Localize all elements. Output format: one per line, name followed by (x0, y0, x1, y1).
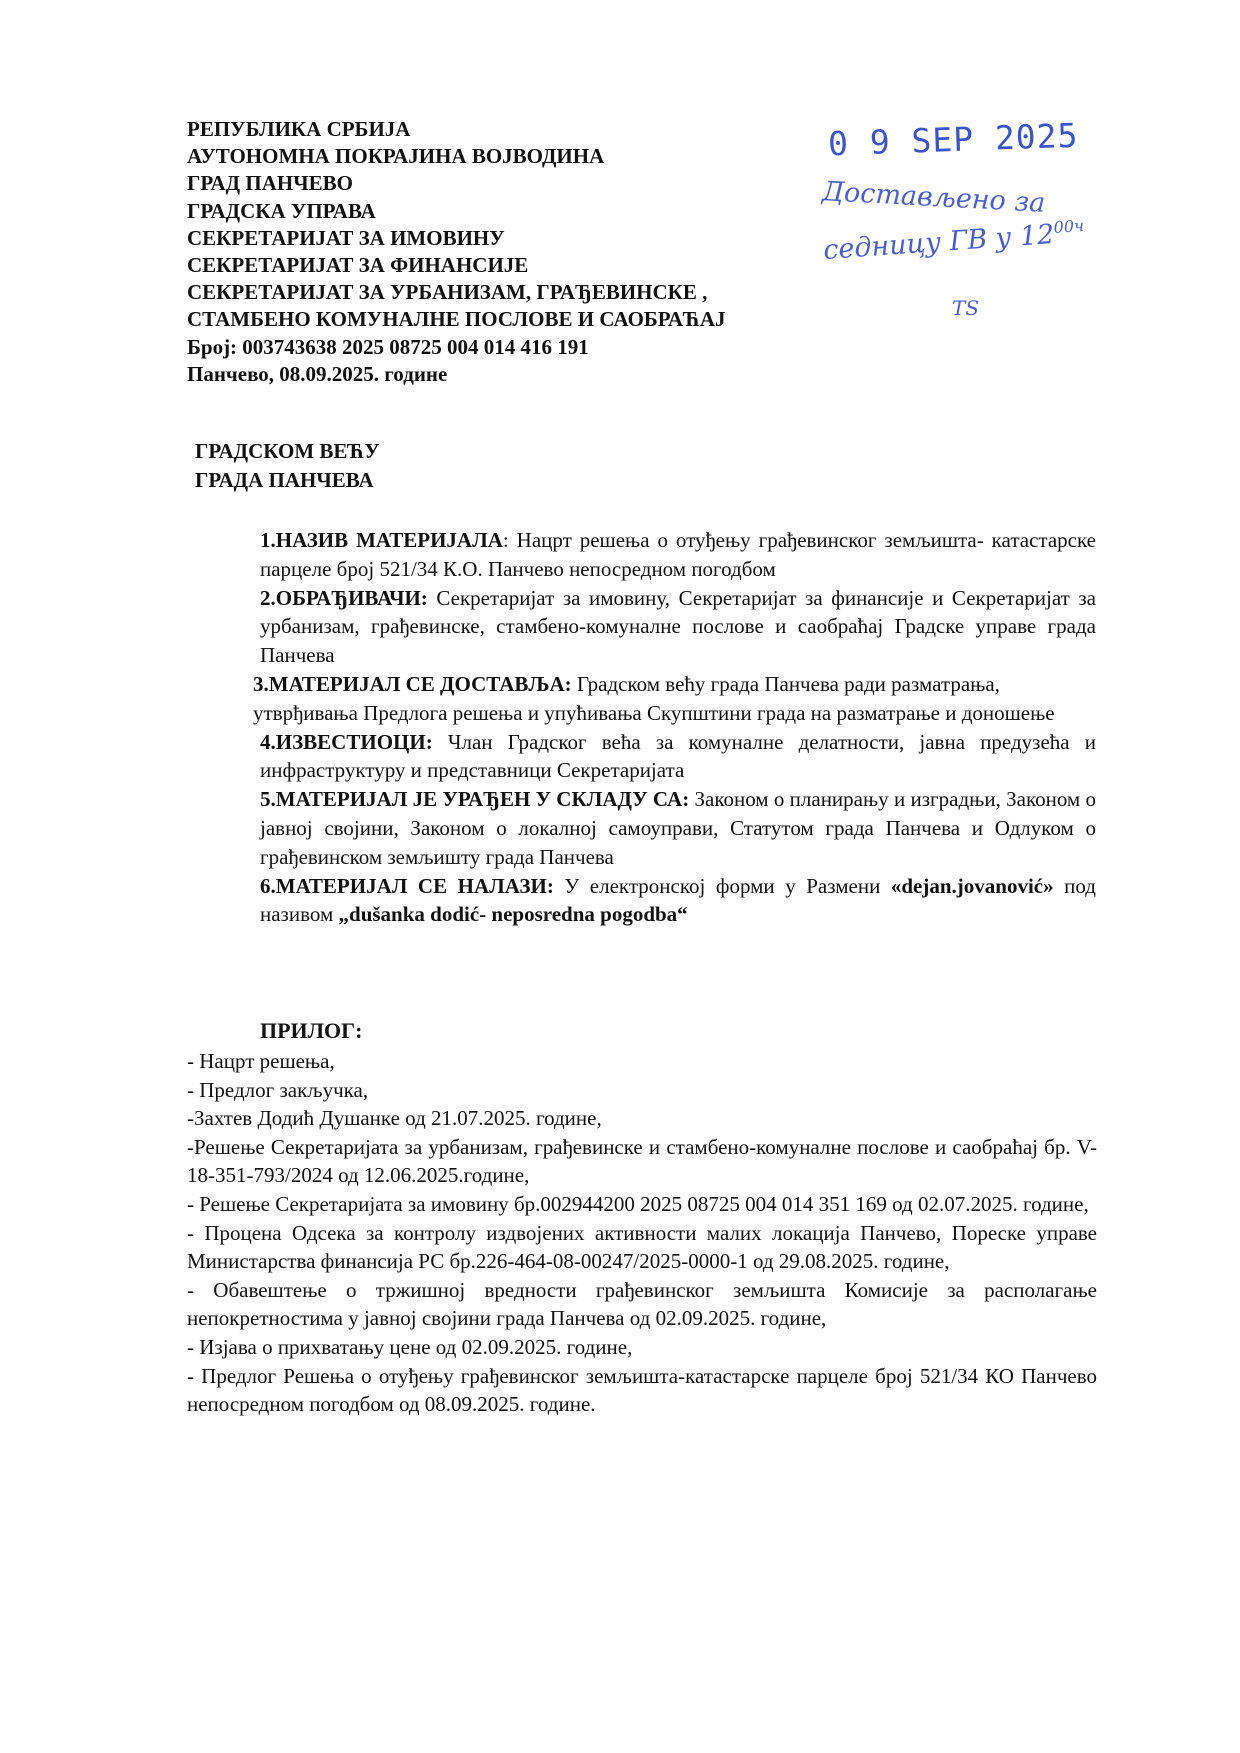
item-label: 1.НАЗИВ МАТЕРИЈАЛА (260, 528, 503, 552)
attachment-item: - Нацрт решења, (187, 1049, 335, 1073)
header-line-province: АУТОНОМНА ПОКРАЈИНА ВОЈВОДИНА (187, 144, 605, 169)
item-text: : Нацрт решења о отуђењу грађевинског земљишта- катастарске парцеле број 521/34 К.О. Панчево непосредном погодбом (260, 528, 1096, 581)
handwritten-note-line1: Достављено за (821, 176, 1047, 219)
item-text: Градском већу града Панчева ради разматрања, утврђивања Предлога решења и упућивања Скупштини града на разматрање и доношење (253, 671, 1055, 725)
item-processors (260, 584, 1096, 670)
attachments-list (187, 1047, 1097, 1419)
header-line-secretariat-finance: СЕКРЕТАРИЈАТ ЗА ФИНАНСИЈЕ (187, 253, 529, 278)
header-line-administration: ГРАДСКА УПРАВА (187, 198, 376, 223)
item-location (260, 872, 1096, 930)
handwritten-initials: ТS (952, 296, 980, 320)
attachment-item: - Решење Секретаријата за имовину бр.002944200 2025 08725 004 014 351 169 од 02.07.2025. године, (187, 1191, 1089, 1216)
attachment-item: - Предлог закључка, (187, 1077, 369, 1102)
recipient-block (195, 437, 380, 495)
item-material-name (260, 526, 1096, 584)
item-label: 2.ОБРАЂИВАЧИ: (260, 585, 428, 610)
item-label: 4.ИЗВЕСТИОЦИ: (260, 729, 433, 754)
document-header (187, 116, 726, 388)
item-label: 6.МАТЕРИЈАЛ СЕ НАЛАЗИ: (260, 873, 554, 898)
header-line-city: ГРАД ПАНЧЕВО (187, 171, 353, 196)
header-line-republic: РЕПУБЛИКА СРБИЈА (187, 117, 411, 141)
handwritten-note-time: 00ч (1053, 215, 1085, 237)
attachment-item: - Изјава о прихватању цене од 02.09.2025. године, (187, 1334, 633, 1359)
item-compliance (260, 785, 1096, 871)
item-text: Секретаријат за имовину, Секретаријат за финансије и Секретаријат за урбанизам, грађевинске, стамбено-комуналне послове и саобраћај Градске управе града Панчева (260, 585, 1096, 668)
received-date-stamp: 0 9 SEP 2025 (827, 115, 1080, 164)
recipient-line2: ГРАДА ПАНЧЕВА (195, 468, 374, 492)
attachment-item: -Захтев Додић Душанке од 21.07.2025. године, (187, 1106, 602, 1131)
item-reporters (260, 728, 1096, 786)
attachment-item: - Процена Одсека за контролу издвојених активности малих локација Панчево, Пореске управе Министарства финансија РС бр.226-464-08-00247/2025-0000-1 од 29.08.2025. године, (187, 1220, 1097, 1274)
attachment-item: -Решење Секретаријата за урбанизам, грађевинске и стамбено-комуналне послове и саобраћај бр. V-18-351-793/2024 од 12.06.2025.године, (187, 1134, 1097, 1188)
handwritten-note-text: седницу ГВ у 12 (822, 219, 1056, 267)
account-name: «dejan.jovanović» (890, 873, 1054, 898)
handwritten-note-line2 (822, 216, 1085, 266)
attachments-title: ПРИЛОГ: (260, 1018, 363, 1043)
item-text: Законом о планирању и изградњи, Законом о јавној својини, Законом о локалној самоуправи, Статутом града Панчева и Одлуком о грађевинском земљишту града Панчева (260, 787, 1096, 869)
item-text: У електронској форми у Размени (553, 873, 891, 898)
header-line-secretariat-property: СЕКРЕТАРИЈАТ ЗА ИМОВИНУ (187, 225, 505, 250)
material-items (253, 526, 1096, 929)
document-number: Број: 003743638 2025 08725 004 014 416 191 (187, 334, 589, 359)
item-text: Члан Градског већа за комуналне делатности, јавна предузећа и инфраструктуру и представници Секретаријата (260, 729, 1096, 783)
attachment-item: - Обавештење о тржишној вредности грађевинског земљишта Комисије за располагање непокретностима у јавној својини града Панчева од 02.09.2025. године, (187, 1277, 1097, 1331)
header-line-secretariat-urbanism: СЕКРЕТАРИЈАТ ЗА УРБАНИЗАМ, ГРАЂЕВИНСКЕ , (187, 280, 708, 305)
item-text-cont: под називом (260, 873, 1096, 927)
recipient-line1: ГРАДСКОМ ВЕЋУ (195, 439, 380, 463)
attachment-item: - Предлог Решења о отуђењу грађевинског земљишта-катастарске парцеле број 521/34 КО Панчево непосредном погодбом од 08.09.2025. године. (187, 1363, 1097, 1417)
item-label: 3.МАТЕРИЈАЛ СЕ ДОСТАВЉА: (253, 671, 572, 696)
item-delivered-to (253, 670, 1096, 728)
item-label: 5.МАТЕРИЈАЛ ЈЕ УРАЂЕН У СКЛАДУ СА: (260, 787, 690, 812)
header-line-secretariat-urbanism-cont: СТАМБЕНО КОМУНАЛНЕ ПОСЛОВЕ И САОБРАЋАЈ (187, 307, 726, 332)
document-date: Панчево, 08.09.2025. године (187, 361, 448, 386)
folder-name: „dušanka dodić- neposredna pogodba“ (338, 902, 688, 927)
